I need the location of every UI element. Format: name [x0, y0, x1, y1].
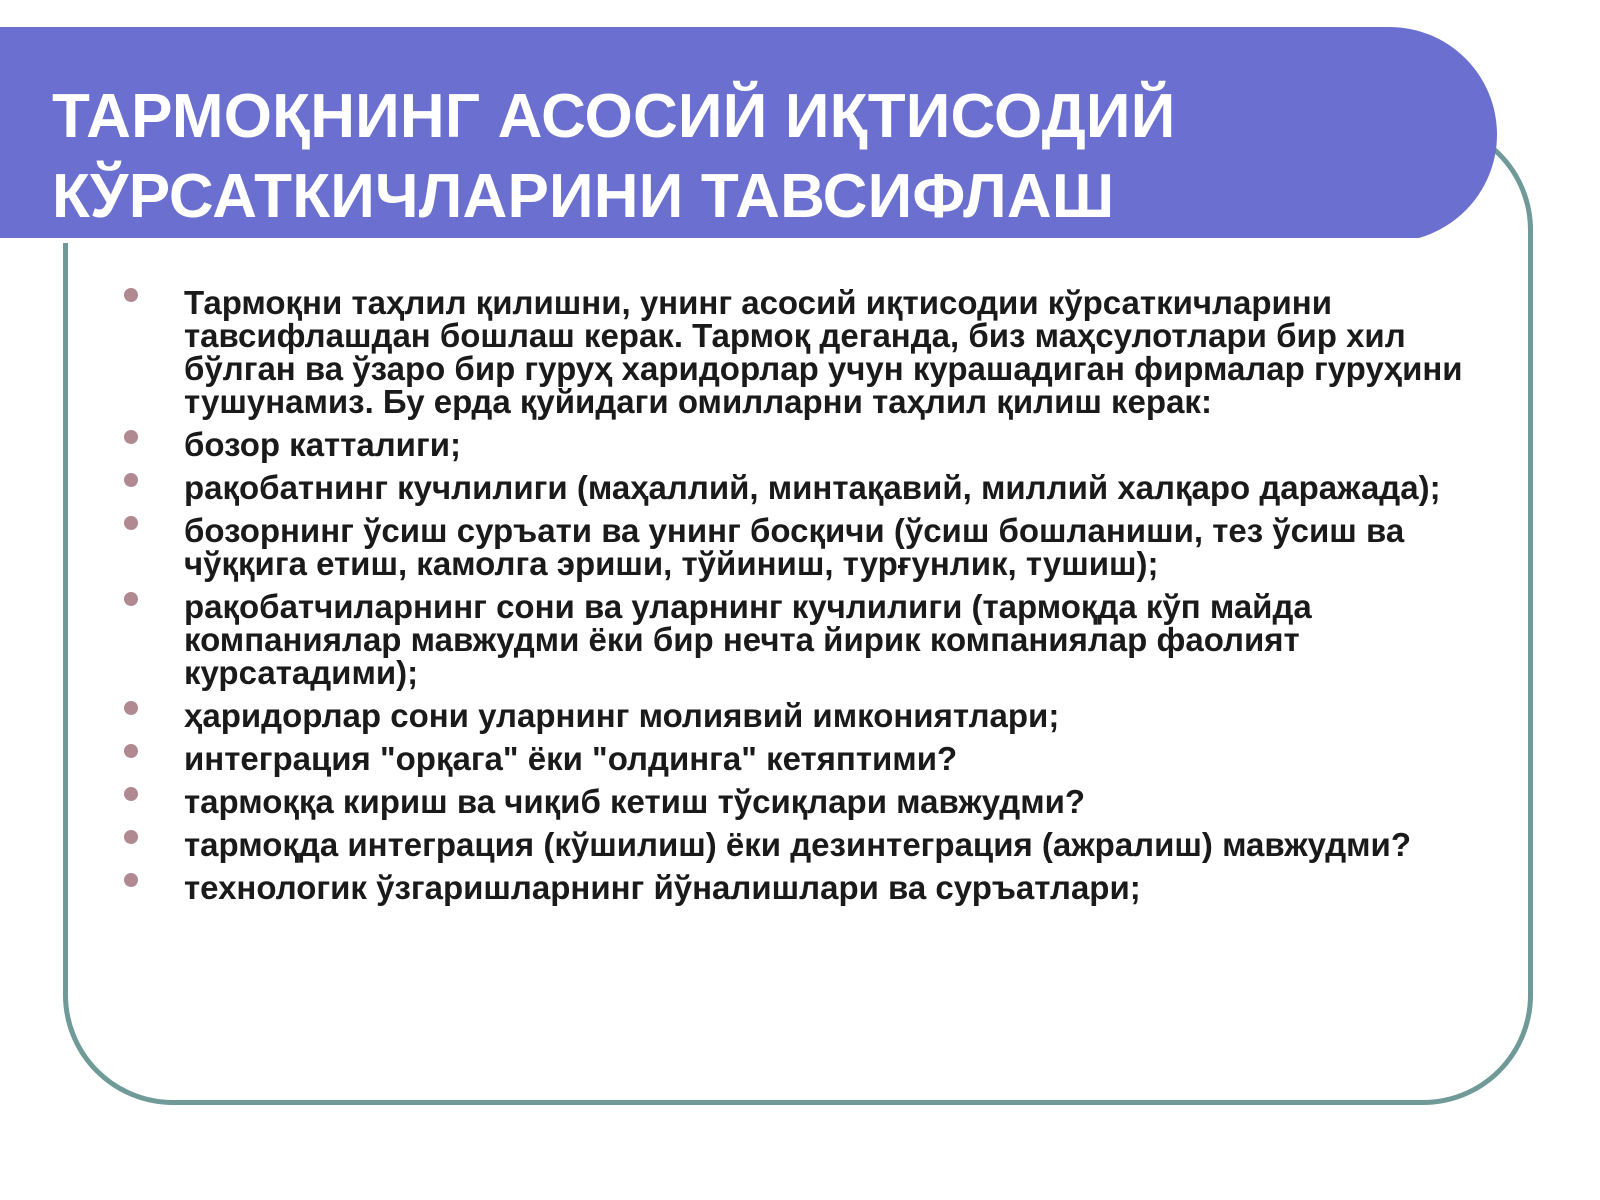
- bullet-dot-icon: [124, 288, 138, 302]
- bullet-text: тармоққа кириш ва чиқиб кетиш тўсиқлари мавжудми?: [184, 783, 1086, 820]
- bullet-text: технологик ўзгаришларнинг йўналишлари ва суръатлари;: [184, 869, 1141, 906]
- bullet-item-competition-strength: [124, 471, 1484, 504]
- bullet-dot-icon: [124, 592, 138, 606]
- bullet-text: ҳаридорлар сони уларнинг молиявий имкониятлари;: [184, 697, 1060, 734]
- bullet-item-integration-disintegration: [124, 828, 1484, 861]
- bullet-dot-icon: [124, 473, 138, 487]
- bullet-item-integration-direction: [124, 742, 1484, 775]
- slide-title: [52, 77, 1175, 237]
- bullet-list: [124, 286, 1484, 914]
- bullet-text: рақобатнинг кучлилиги (маҳаллий, минтақавий, миллий халқаро даражада);: [184, 469, 1441, 506]
- bullet-dot-icon: [124, 516, 138, 530]
- slide-title-line-1: ТАРМОҚНИНГ АСОСИЙ ИҚТИСОДИЙ: [52, 82, 1176, 151]
- slide-title-line-2: КЎРСАТКИЧЛАРИНИ ТАВСИФЛАШ: [52, 162, 1115, 231]
- bullet-text: Тармоқни таҳлил қилишни, унинг асосий иқтисодии кўрсаткичларини тавсифлашдан бошлаш керак. Тармоқ деганда, биз маҳсулотлари бир хил бўлган ва ўзаро бир гуруҳ харидорлар учун курашадиган фирмалар гуруҳини тушунамиз. Бу ерда қуйидаги омилларни таҳлил қилиш керак:: [184, 284, 1463, 420]
- bullet-dot-icon: [124, 701, 138, 715]
- bullet-item-intro: [124, 286, 1484, 418]
- bullet-item-entry-barriers: [124, 785, 1484, 818]
- bullet-dot-icon: [124, 873, 138, 887]
- bullet-text: интеграция "орқага" ёки "олдинга" кетяптими?: [184, 740, 958, 777]
- bullet-text: тармоқда интеграция (кўшилиш) ёки дезинтеграция (ажралиш) мавжудми?: [184, 826, 1411, 863]
- bullet-text: бозорнинг ўсиш суръати ва унинг босқичи (ўсиш бошланиши, тез ўсиш ва чўққига етиш, камолга эриши, тўйиниш, турғунлик, тушиш);: [184, 512, 1405, 582]
- bullet-item-technology-changes: [124, 871, 1484, 904]
- bullet-item-competitors-count: [124, 590, 1484, 689]
- bullet-dot-icon: [124, 744, 138, 758]
- title-divider: [0, 238, 1422, 243]
- bullet-item-growth-rate: [124, 514, 1484, 580]
- bullet-dot-icon: [124, 830, 138, 844]
- bullet-item-buyers: [124, 699, 1484, 732]
- bullet-dot-icon: [124, 787, 138, 801]
- bullet-text: рақобатчиларнинг сони ва уларнинг кучлилиги (тармоқда кўп майда компаниялар мавжудми ёки бир нечта йирик компаниялар фаолият курсатадими);: [184, 588, 1312, 691]
- bullet-item-market-size: [124, 428, 1484, 461]
- title-banner: [0, 27, 1497, 242]
- bullet-dot-icon: [124, 430, 138, 444]
- bullet-text: бозор катталиги;: [184, 426, 461, 463]
